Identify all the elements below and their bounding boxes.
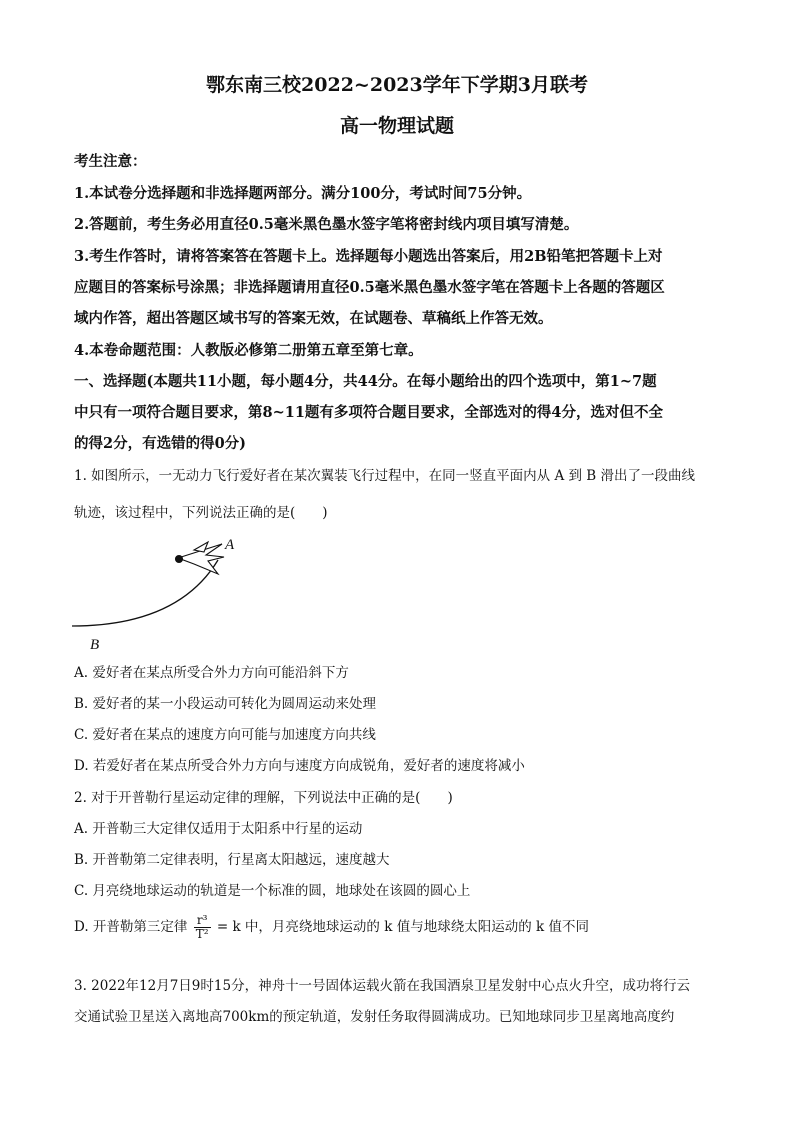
q3-stem-line-2: 交通试验卫星送入离地高700km的预定轨道，发射任务取得圆满成功。已知地球同步卫星离地高度约 [74,1009,675,1025]
exam-title: 鄂东南三校2022~2023学年下学期3月联考 [206,74,588,96]
notice-item-3-line-1: 3.考生作答时，请将答案答在答题卡上。选择题每小题选出答案后，用2B铅笔把答题卡上对 [74,248,663,265]
section-heading-line-1: 一、选择题(本题共11小题，每小题4分，共44分。在每小题给出的四个选项中，第1~7题 [74,373,657,390]
q2-option-a: A. 开普勒三大定律仅适用于太阳系中行星的运动 [74,821,363,837]
label-b: B [90,637,100,653]
notice-item-4: 4.本卷命题范围：人教版必修第二册第五章至第七章。 [74,342,423,359]
notice-item-3-line-3: 域内作答，超出答题区域书写的答案无效，在试题卷、草稿纸上作答无效。 [74,310,553,327]
notice-heading: 考生注意： [74,153,147,170]
formula-denominator: T² [195,927,209,941]
q2-option-c: C. 月亮绕地球运动的轨道是一个标准的圆，地球处在该圆的圆心上 [74,883,471,899]
formula-numerator: r³ [194,914,211,928]
q1-option-c: C. 爱好者在某点的速度方向可能与加速度方向共线 [74,727,376,743]
q2-stem: 2. 对于开普勒行星运动定律的理解，下列说法中正确的是( ) [74,790,453,806]
wingsuit-flyer-icon [176,542,225,574]
q2-option-b: B. 开普勒第二定律表明，行星离太阳越远，速度越大 [74,852,390,868]
kepler-formula-fraction [194,914,211,941]
trajectory-curve [72,560,218,626]
q1-option-b: B. 爱好者的某一小段运动可转化为圆周运动来处理 [74,696,377,712]
notice-item-1: 1.本试卷分选择题和非选择题两部分。满分100分，考试时间75分钟。 [74,185,532,202]
q1-option-d: D. 若爱好者在某点所受合外力方向与速度方向成锐角，爱好者的速度将减小 [74,758,525,774]
q2-option-d-suffix: = k 中，月亮绕地球运动的 k 值与地球绕太阳运动的 k 值不同 [216,919,589,935]
notice-item-2: 2.答题前，考生务必用直径0.5毫米黑色墨水签字笔将密封线内项目填写清楚。 [74,216,579,233]
section-heading-line-3: 的得2分，有选错的得0分) [74,435,247,452]
q3-stem-line-1: 3. 2022年12月7日9时15分，神舟十一号固体运载火箭在我国酒泉卫星发射中心点火升空，成功将行云 [74,978,691,994]
q1-trajectory-figure [68,530,268,655]
notice-item-3-line-2: 应题目的答案标号涂黑；非选择题请用直径0.5毫米黑色墨水签字笔在答题卡上各题的答题区 [74,279,665,296]
q1-stem-line-2: 轨迹，该过程中，下列说法正确的是( ) [74,505,328,521]
q1-stem-line-1: 1. 如图所示，一无动力飞行爱好者在某次翼装飞行过程中，在同一竖直平面内从 A 到 B 滑出了一段曲线 [74,468,696,484]
q2-option-d-prefix: D. 开普勒第三定律 [74,919,188,935]
q1-option-a: A. 爱好者在某点所受合外力方向可能沿斜下方 [74,665,349,681]
exam-subtitle: 高一物理试题 [339,115,454,137]
label-a: A [225,537,235,553]
section-heading-line-2: 中只有一项符合题目要求，第8~11题有多项符合题目要求，全部选对的得4分，选对但不全 [74,404,664,421]
q2-option-d [74,914,589,941]
